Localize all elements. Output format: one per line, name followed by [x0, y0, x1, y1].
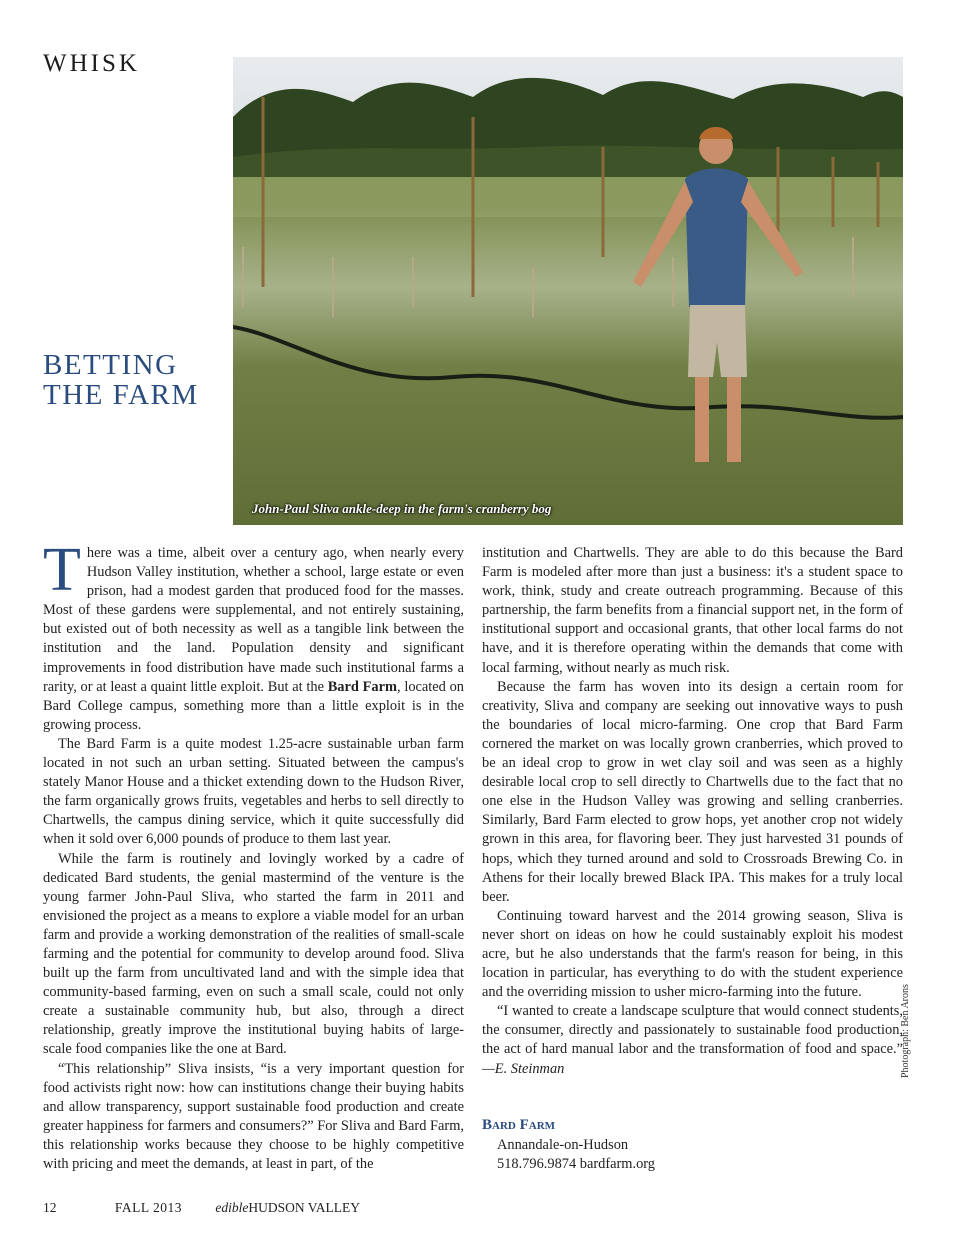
issue-season: FALL 2013: [114, 1200, 182, 1215]
paragraph-text: , located on Bard College campus, something more than a little exploit is in the growing process.: [43, 678, 464, 733]
title-line-2: THE FARM: [43, 379, 199, 411]
drop-cap: T: [43, 536, 81, 604]
article-paragraph: Continuing toward harvest and the 2014 growing season, Sliva is never short on ideas on how he could sustainably exploit his modest acre, but he also understands that the farm's reason for being, in this location in particular, has everything to do with the student experience and the overriding mission to usher micro-farming into the future.: [482, 907, 903, 1001]
article-paragraph: “This relationship” Sliva insists, “is a very important question for food activists right now: how can institutions change their buying habits and allow transparency, support sustainable food production and create greater happiness for farmers and consumers?” For Sliva and Bard Farm, this relationship works because they choose to be highly competitive with pricing and meet the demands, at least in part, of the: [43, 1060, 464, 1172]
article-paragraph: While the farm is routinely and lovingly worked by a cadre of dedicated Bard students, the genial mastermind of the venture is the young farmer John-Paul Sliva, who started the farm in 2011 and envisioned the project as a means to explore a viable model for an urban farm and provide a working demonstration of the realities of small-scale farming and the potential for community to develop around food. Sliva built up the farm from uncultivated land and with the simple idea that community-based farming, even on such a small scale, could not only create a sustainable community hub, but also, through a direct relationship, greatly improve the institutional buying habits of large-scale food companies like the one at Bard.: [43, 850, 464, 1058]
magazine-name: [215, 1200, 360, 1216]
page-number: 12: [43, 1200, 57, 1215]
article-paragraph: Because the farm has woven into its design a certain room for creativity, Sliva and company are seeking out innovative ways to push the boundaries of local micro-farming. One crop that Bard Farm cornered the market on was locally grown cranberries, which proved to be an ideal crop to grow in wet clay soil and was seen as a highly desirable local crop to sell directly to Chartwells due to the fact that no one else in the Hudson Valley was growing and selling cranberries. Similarly, Bard Farm elected to grow hops, yet another crop not widely grown in this area, for flavoring beer. They just harvested 31 pounds of hops, which they turned around and sold to Crossroads Brewing Co. in Athens for their locally brewed Black IPA. This makes for a truly local beer.: [482, 678, 903, 905]
page-footer: [43, 1200, 360, 1216]
article-column-right: [482, 544, 903, 1079]
photo-caption: John-Paul Sliva ankle-deep in the farm's cranberry bog: [252, 501, 552, 516]
article-paragraph: The Bard Farm is a quite modest 1.25-acre sustainable urban farm located in not such an urban setting. Situated between the campus's stately Manor House and a thicket extending down to the Hudson River, the farm organically grows fruits, vegetables and herbs to sell directly to Chartwells, the campus dining service, which it quite successfully did when it sold over 6,000 pounds of produce to them last year.: [43, 735, 464, 848]
farm-photo: [233, 57, 903, 525]
farm-phone-website: 518.796.9874 bardfarm.org: [497, 1156, 656, 1172]
farm-photo-illustration: [233, 57, 903, 525]
quote-text: “I wanted to create a landscape sculpture that would connect students, the consumer, directly and passionately to sustainable food production, the act of hard manual labor and the transformation of food and space.”: [482, 1003, 903, 1058]
magazine-name-rest: HUDSON VALLEY: [248, 1200, 361, 1215]
bard-farm-bold: Bard Farm: [327, 678, 397, 695]
farm-location: Annandale-on-Hudson: [497, 1136, 629, 1153]
paragraph-text: here was a time, albeit over a century ago, when nearly every Hudson Valley institution, whether a school, large estate or even prison, had a modest garden that produced food for the masses. Most of these gardens were supplemental, and not entirely sustaining, but existed out of both necessity as well as a tangible link between the institution and the land. Population density and significant improvements in food distribution have made such institutional farms a rarity, or at least a quaint little exploit. But at the: [43, 545, 464, 695]
author-signature: —E. Steinman: [482, 1060, 565, 1077]
article-column-left: [43, 536, 464, 1174]
photo-credit: Photograph: Ben Arons: [900, 984, 911, 1078]
farm-contact-block: [482, 1116, 655, 1175]
article-title: [43, 350, 199, 410]
farm-name: Bard Farm: [482, 1117, 556, 1133]
article-paragraph: institution and Chartwells. They are able to do this because the Bard Farm is modeled after more than just a business: it's a student space to work, think, study and create outreach programming. Because of this partnership, the farm benefits from a financial support net, in the form of institutional support and occasional grants, that other local farms do not have, and it is therefore operating within the demands that come with local farming, without nearly as much risk.: [482, 545, 903, 676]
section-label: WHISK: [43, 50, 140, 77]
magazine-name-italic: edible: [215, 1200, 249, 1215]
article-paragraph: [482, 1002, 903, 1078]
article-paragraph: [43, 536, 464, 735]
title-line-1: BETTING: [43, 349, 178, 381]
